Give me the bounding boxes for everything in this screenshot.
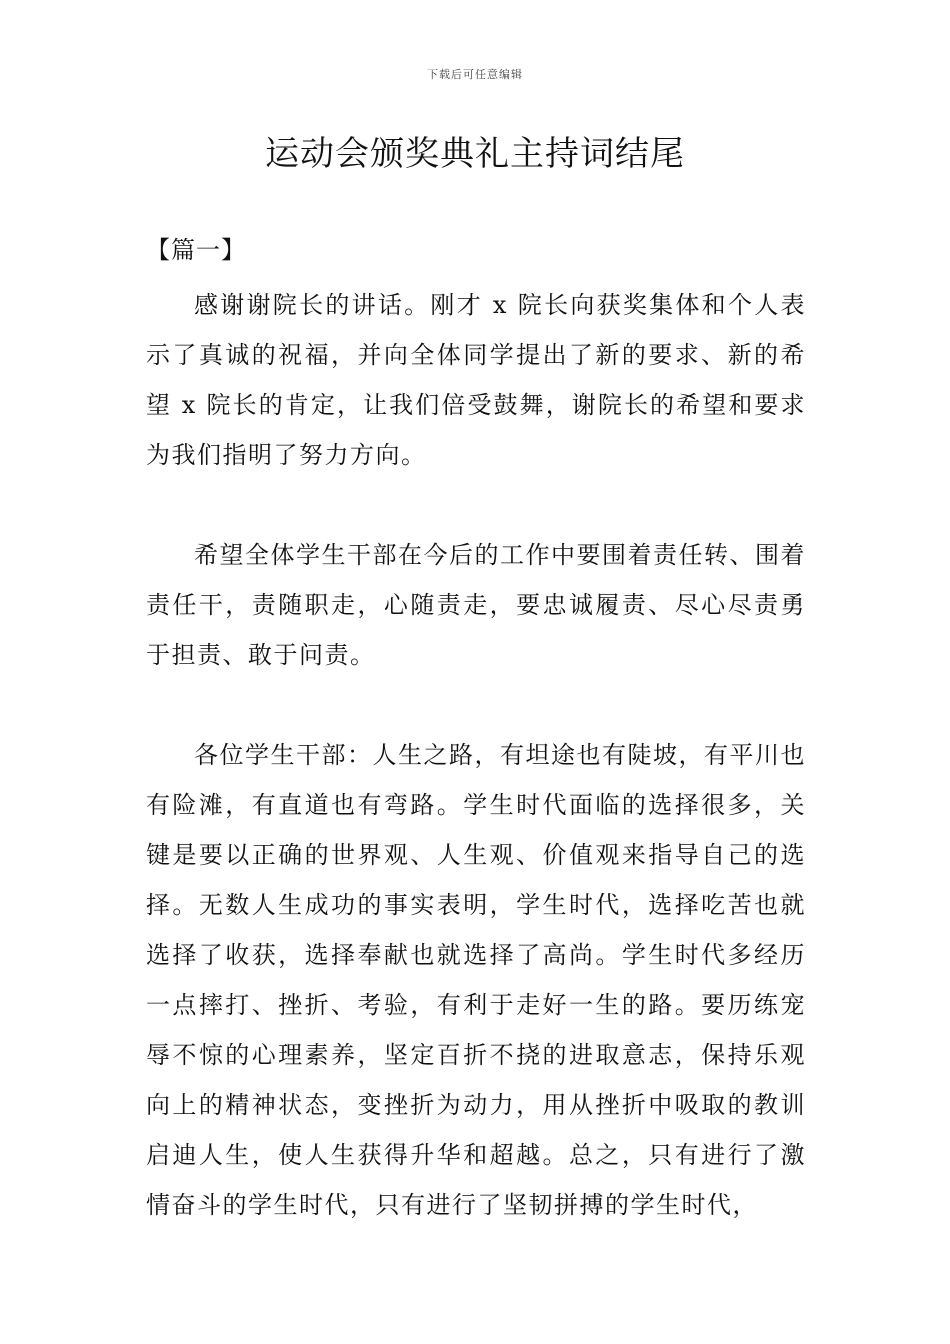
- document-title: 运动会颁奖典礼主持词结尾: [265, 134, 685, 174]
- paragraph-2: 希望全体学生干部在今后的工作中要围着责任转、围着责任干，责随职走，心随责走，要忠诚履责、尽心尽责勇于担责、敢于问责。: [146, 541, 806, 669]
- header-note: 下载后可任意编辑: [427, 68, 523, 81]
- paragraph-3: 各位学生干部：人生之路，有坦途也有陡坡，有平川也有险滩，有直道也有弯路。学生时代面临的选择很多，关键是要以正确的世界观、人生观、价值观来指导自己的选择。无数人生成功的事实表明，学生时代，选择吃苦也就选择了收获，选择奉献也就选择了高尚。学生时代多经历一点摔打、挫折、考验，有利于走好一生的路。要历练宠辱不惊的心理素养，坚定百折不挠的进取意志，保持乐观向上的精神状态，变挫折为动力，用从挫折中吸取的教训启迪人生，使人生获得升华和超越。总之，只有进行了激情奋斗的学生时代，只有进行了坚韧拼搏的学生时代，: [146, 741, 806, 1219]
- document-body: [146, 228, 806, 1230]
- paragraph-1: 感谢谢院长的讲话。刚才 x 院长向获奖集体和个人表示了真诚的祝福，并向全体同学提出了新的要求、新的希望 x 院长的肯定，让我们倍受鼓舞，谢院长的希望和要求为我们指明了努力方向。: [146, 291, 806, 469]
- section-label: 【篇一】: [146, 236, 246, 264]
